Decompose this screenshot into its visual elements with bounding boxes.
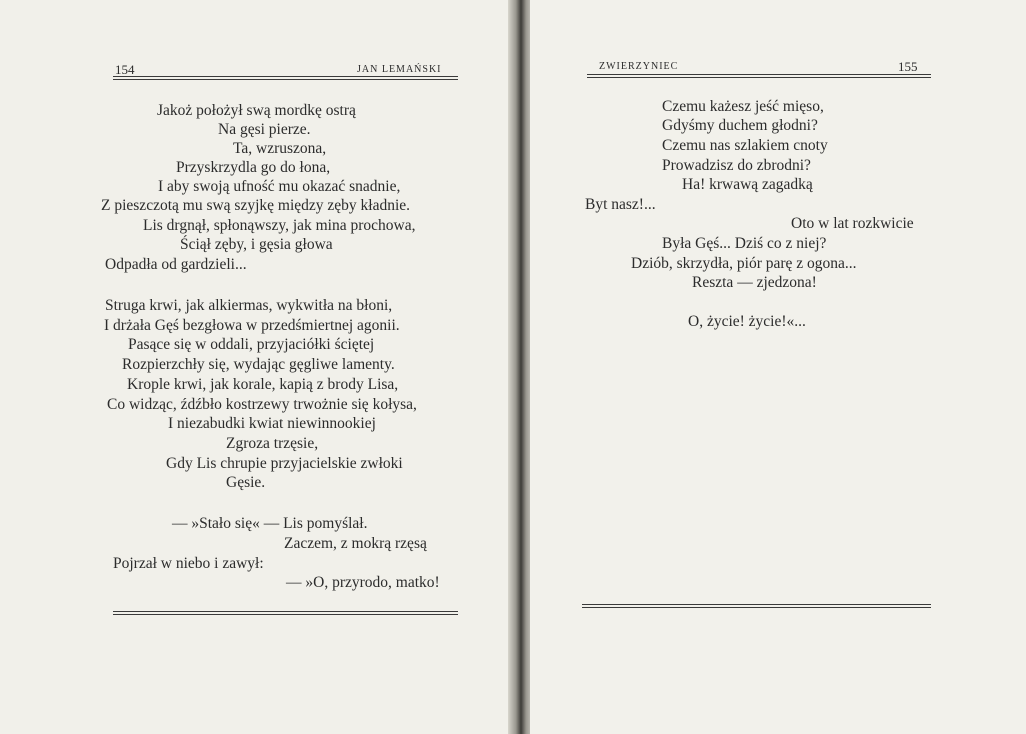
poem-line: Ha! krwawą zagadką: [682, 176, 813, 193]
page-number: 154: [115, 62, 135, 77]
poem-line: Ta, wzruszona,: [233, 140, 327, 157]
poem-line: Co widząc, źdźbło kostrzewy trwożnie się kołysa,: [107, 396, 417, 413]
poem-line: Gdy Lis chrupie przyjacielskie zwłoki: [166, 455, 403, 472]
poem-line: — »Stało się« — Lis pomyślał.: [172, 515, 368, 532]
poem-line: Lis drgnął, spłonąwszy, jak mina prochowa,: [143, 217, 416, 234]
poem-line: Przyskrzydla go do łona,: [176, 159, 331, 176]
poem-line: Rozpierzchły się, wydając gęgliwe lamenty.: [122, 356, 395, 373]
page-number: 155: [898, 59, 918, 74]
poem-line: Gdyśmy duchem głodni?: [662, 117, 818, 134]
header-rule: [113, 79, 458, 80]
header-rule: [587, 74, 931, 75]
poem-line: Struga krwi, jak alkiermas, wykwitła na błoni,: [105, 297, 393, 314]
poem-line: Jakoż położył swą mordkę ostrą: [157, 102, 356, 119]
poem-line: I aby swoją ufność mu okazać snadnie,: [158, 178, 401, 195]
poem-line: Była Gęś... Dziś co z niej?: [662, 235, 827, 252]
poem-line: Dziób, skrzydła, piór parę z ogona...: [631, 255, 857, 272]
header-rule: [587, 77, 931, 78]
poem-line: — »O, przyrodo, matko!: [286, 574, 440, 591]
footer-rule: [582, 607, 931, 608]
poem-line: I drżała Gęś bezgłowa w przedśmiertnej agonii.: [104, 317, 400, 334]
poem-line: I niezabudki kwiat niewinnookiej: [168, 415, 376, 432]
poem-line: Byt nasz!...: [585, 196, 656, 213]
poem-line: Z pieszczotą mu swą szyjkę między zęby kładnie.: [101, 197, 411, 214]
poem-line: Zaczem, z mokrą rzęsą: [284, 535, 427, 552]
poem-line: Pasące się w oddali, przyjaciółki ściętej: [128, 336, 375, 353]
header-rule: [113, 76, 458, 77]
poem-line: Zgroza trzęsie,: [226, 435, 319, 452]
poem-line: Na gęsi pierze.: [218, 121, 311, 138]
right-page: [530, 0, 1026, 734]
poem-line: O, życie! życie!«...: [688, 313, 806, 330]
poem-line: Prowadzisz do zbrodni?: [662, 157, 811, 174]
footer-rule: [113, 614, 458, 615]
poem-line: Czemu każesz jeść mięso,: [662, 98, 824, 115]
poem-line: Krople krwi, jak korale, kapią z brody Lisa,: [127, 376, 399, 393]
footer-rule: [582, 604, 931, 605]
footer-rule: [113, 611, 458, 612]
poem-line: Reszta — zjedzona!: [692, 274, 817, 291]
bleed-through-text: [630, 280, 930, 580]
poem-line: Czemu nas szlakiem cnoty: [662, 137, 828, 154]
running-head: ZWIERZYNIEC: [599, 61, 679, 72]
poem-line: Ściął zęby, i gęsia głowa: [180, 236, 333, 253]
poem-line: Oto w lat rozkwicie: [791, 215, 914, 232]
poem-line: Odpadła od gardzieli...: [105, 256, 247, 273]
poem-line: Pojrzał w niebo i zawył:: [113, 555, 264, 572]
running-head: JAN LEMAŃSKI: [357, 64, 442, 75]
poem-line: Gęsie.: [226, 474, 266, 491]
